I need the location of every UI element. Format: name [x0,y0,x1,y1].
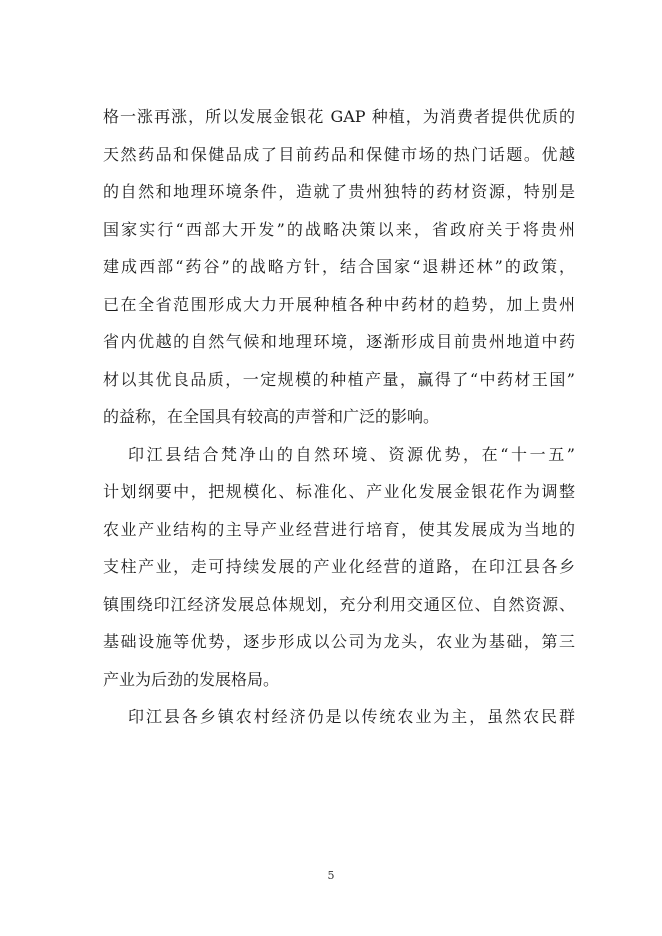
paragraph-2-line-4: 支柱产业，走可持续发展的产业化经营的道路，在印江县各乡 [103,557,575,576]
paragraph-1-line-9: 的益称，在全国具有较高的声誉和广泛的影响。 [103,407,440,426]
page-number: 5 [327,869,335,882]
paragraph-1-line-4: 国家实行“西部大开发”的战略决策以来，省政府关于将贵州 [103,220,575,239]
paragraph-2-line-5: 镇围绕印江经济发展总体规划，充分利用交通区位、自然资源、 [103,595,575,614]
paragraph-1-line-3: 的自然和地理环境条件，造就了贵州独特的药材资源，特别是 [103,182,575,201]
paragraph-2-line-3: 农业产业结构的主导产业经营进行培育，使其发展成为当地的 [103,520,575,539]
paragraph-2-line-2: 计划纲要中，把规模化、标准化、产业化发展金银花作为调整 [103,482,575,501]
paragraph-1-line-6: 已在全省范围形成大力开展种植各种中药材的趋势，加上贵州 [103,295,575,314]
paragraph-1-line-5: 建成西部“药谷”的战略方针，结合国家“退耕还林”的政策， [103,257,575,276]
paragraph-2-line-7: 产业为后劲的发展格局。 [103,670,280,689]
paragraph-3-line-1: 印江县各乡镇农村经济仍是以传统农业为主，虽然农民群 [128,707,575,726]
paragraph-1-line-8: 材以其优良品质，一定规模的种植产量，赢得了“中药材王国” [103,370,575,389]
paragraph-1-line-2: 天然药品和保健品成了目前药品和保健市场的热门话题。优越 [103,145,575,164]
paragraph-2-line-6: 基础设施等优势，逐步形成以公司为龙头，农业为基础，第三 [103,632,575,651]
paragraph-1-line-1: 格一涨再涨，所以发展金银花 GAP 种植，为消费者提供优质的 [103,107,575,126]
paragraph-2-line-1: 印江县结合梵净山的自然环境、资源优势，在“十一五” [128,445,575,464]
paragraph-1-line-7: 省内优越的自然气候和地理环境，逐渐形成目前贵州地道中药 [103,332,575,351]
